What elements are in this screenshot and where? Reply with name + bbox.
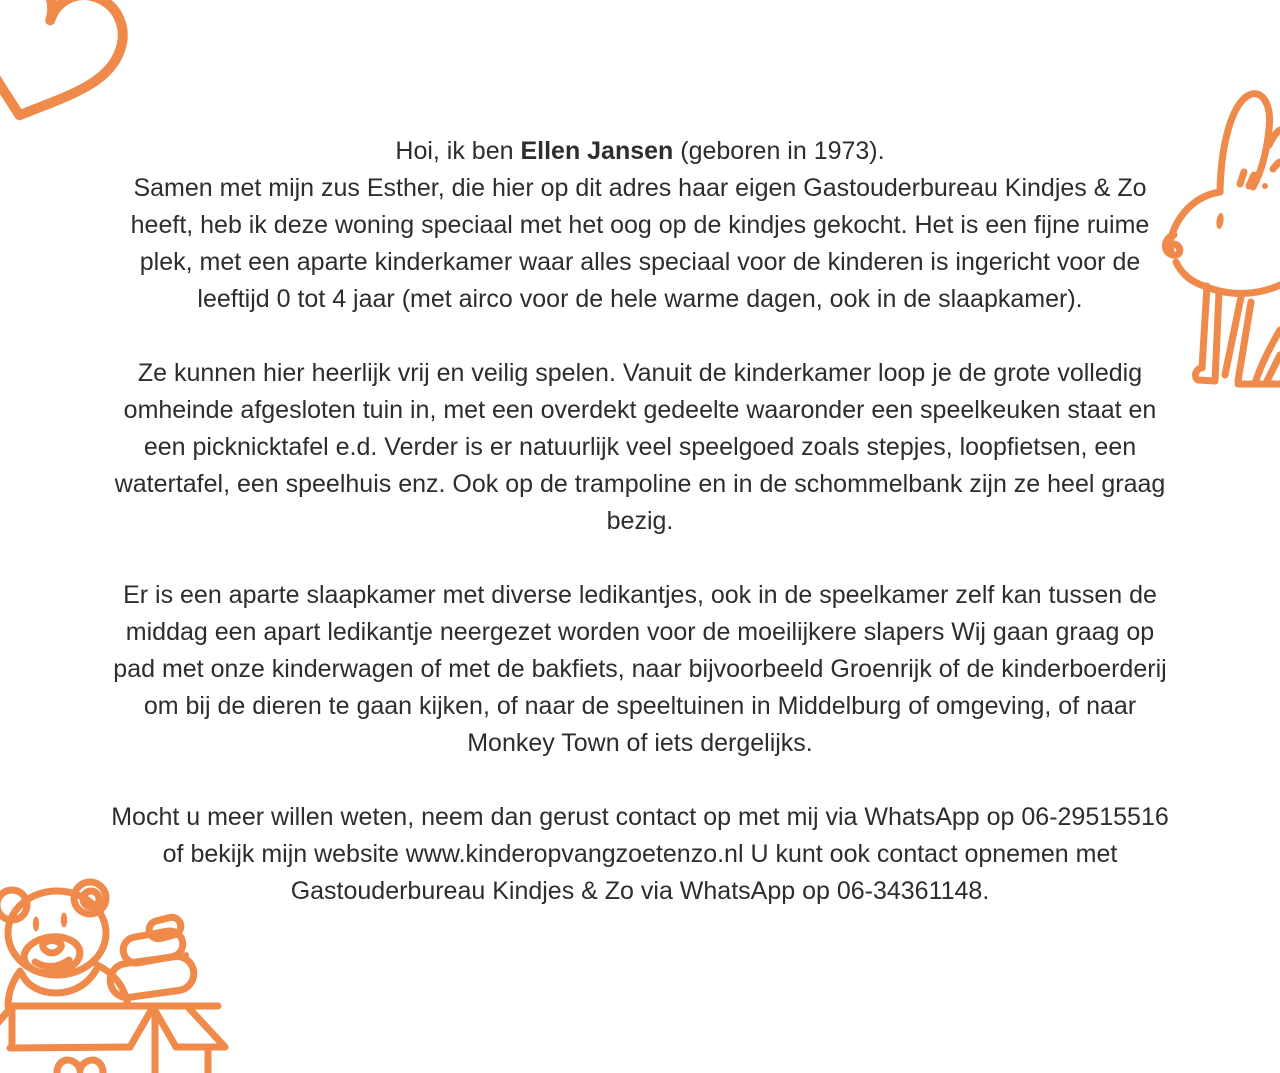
about-text [111, 133, 1169, 947]
intro-prefix: Hoi, ik ben [395, 137, 521, 165]
intro-suffix: (geboren in 1973). [673, 137, 885, 165]
paragraph-sleep-outings: Er is een aparte slaapkamer met diverse ledikantjes, ook in de speelkamer zelf kan tussen de middag een apart ledikantje neergezet worden voor de moeilijkere slapers Wij gaan graag op pad met onze kinderwagen of met de bakfiets, naar bijvoorbeeld Groenrijk of de kinderboerderij om bij de dieren te gaan kijken, of naar de speeltuinen in Middelburg of omgeving, of naar Monkey Town of iets dergelijks. [113, 581, 1167, 757]
rabbit-icon [1152, 85, 1280, 402]
paragraph-garden: Ze kunnen hier heerlijk vrij en veilig spelen. Vanuit de kinderkamer loop je de grote volledig omheinde afgesloten tuin in, met een overdekt gedeelte waaronder een speelkeuken staat en een picknicktafel e.d. Verder is er natuurlijk veel speelgoed zoals stepjes, loopfietsen, een watertafel, een speelhuis enz. Ook op de trampoline en in de schommelbank zijn ze heel graag bezig. [114, 359, 1166, 535]
intro-line [111, 133, 1169, 170]
person-name: Ellen Jansen [520, 137, 674, 165]
paragraph-home: Samen met mijn zus Esther, die hier op dit adres haar eigen Gastouderbureau Kindjes & Zo heeft, heb ik deze woning speciaal met het oog op de kindjes gekocht. Het is een fijne ruime plek, met een aparte kinderkamer waar alles speciaal voor de kinderen is ingericht voor de leeftijd 0 tot 4 jaar (met airco voor de hele warme dagen, ook in de slaapkamer). [130, 174, 1150, 313]
paragraph-contact: Mocht u meer willen weten, neem dan gerust contact op met mij via WhatsApp op 06-29515516 of bekijk mijn website www.kinderopvangzoetenzo.nl U kunt ook contact opnemen met Gastouderbureau Kindjes & Zo via WhatsApp op 06-34361148. [111, 803, 1169, 905]
